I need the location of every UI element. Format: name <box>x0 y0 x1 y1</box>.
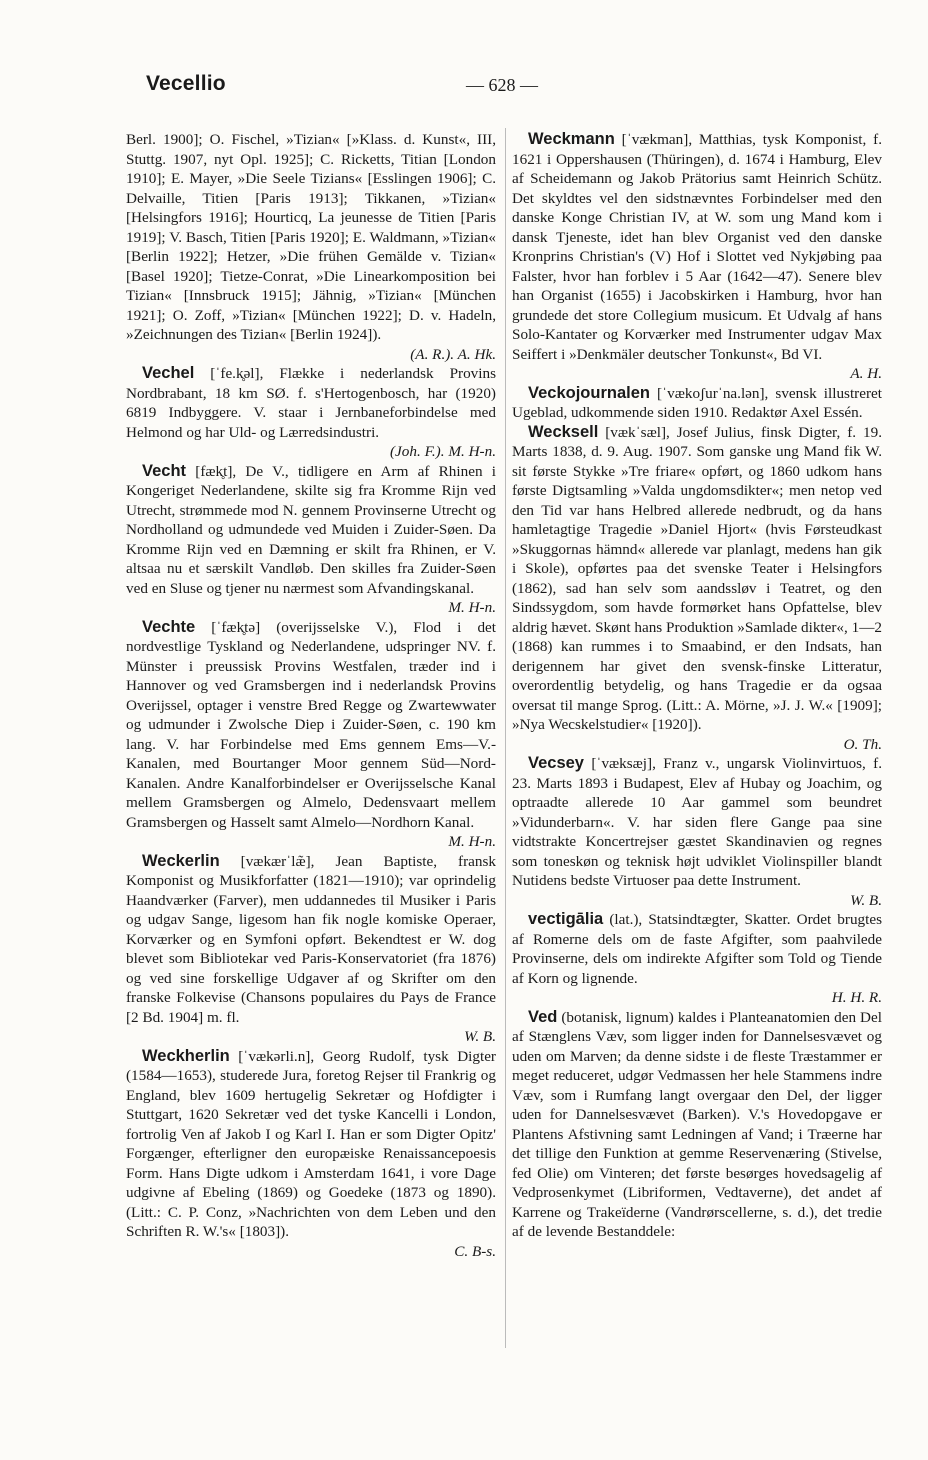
entry-signature: M. H-n. <box>448 599 496 616</box>
entry-text: [ˈfe.k̥əl], Flække i nederlandsk Provins Nordbrabant, 18 km SØ. f. s'Hertogenbosch, har (1920) 6819 Indbyggere. V. staar i Jernbaneforbindelse med Helmond og har Uld- og Lærredsindustri. <box>126 365 496 441</box>
entry-text: [ˈvæksæj], Franz v., ungarsk Violinvirtuos, f. 23. Marts 1893 i Budapest, Elev af Hubay og Joachim, og optraadte allerede 10 Aar gammel som beundret »Vidunderbarn«. V. har siden flere Gange paa sine vidtstrakte Koncertrejser gæstet Skandinavien og regnes som toneskøn og teknisk højt udviklet Violinspiller blandt Nutidens bedste Virtuoser paa dette Instrument. <box>512 755 882 889</box>
entry-text: Berl. 1900]; O. Fischel, »Tizian« [»Klass. d. Kunst«, III, Stuttg. 1907, nyt Opl. 1925]; C. Ricketts, Titian [London 1910]; E. Mayer, »Die Seele Tizians« [Esslingen 1906]; C. Delvaille, Titien [Paris 1913]; Tikkanen, »Tizian« [Helsingfors 1916]; Hourticq, La jeunesse de Titien [Paris 1919]; V. Basch, Titien [Paris 1920]; E. Waldmann, »Tizian« [Berlin 1922]; Hetzer, »Die frühen Gemälde v. Tizian« [Basel 1920]; Tietze-Conrat, »Die Linearkomposition bei Tizian« [Innsbruck 1915]; Jähnig, »Tizian« [München 1921]; O. Zoff, »Tizian« [München 1922]; D. v. Hadeln, »Zeichnungen des Tizian« [Berlin 1924]). <box>126 131 496 343</box>
entry-ved <box>512 1008 882 1242</box>
entry-signature: W. B. <box>850 891 882 909</box>
headword: Weckmann <box>528 130 615 148</box>
headword: Vechte <box>142 617 196 636</box>
headword: Weckherlin <box>142 1046 230 1065</box>
entry-weckerlin <box>126 852 496 1047</box>
entry-signature: (Joh. F.). M. H-n. <box>389 443 496 460</box>
page-number: — 628 — <box>466 75 538 95</box>
entry-text: [ˈvækman], Matthias, tysk Komponist, f. 1621 i Oppershausen (Thüringen), d. 1674 i Hamburg, Elev af Scheidemann og Jakob Prätorius samt Heinrich Schütz. Det skyldtes vel den sidstnævntes Forbindelser med den danske Konge Christian IV, at W. som ung Mand kom i dansk Tjeneste, idet han blev Organist ved den danske Kronprins Christian's (V) Hof i Slottet ved Nykjøbing paa Falster, hvor han forblev i 5 Aar (1642—47). Senere blev han Organist (1655) i Jacobskirken i Hamburg, hvor han grundede det store Collegium musicum. Et Udvalg af hans Solo-Kantater og Korværker med Instrumenter udgav Max Seiffert i »Denkmäler deutscher Tonkunst«, Bd VI. <box>512 131 882 363</box>
running-head: Vecellio <box>146 72 226 95</box>
entry-text: [ˈvækərli.n], Georg Rudolf, tysk Digter (1584—1653), studerede Jura, foretog Rejser til Frankrig og England, blev 1609 hertugelig Sekretær og Hofdigter i Stuttgart, 1620 Sekretær ved det tyske Kancelli i London, fortrolig Ven af Jakob I og Karl I. Han er som Digter Opitz' Forgænger, efterligner den europæiske Renaissancepoesis Form. Hans Digte udkom i Amsterdam 1641, i vore Dage udgivne af Ebeling (1869) og Goedeke (1873 og 1890). (Litt.: C. P. Conz, »Nachrichten von dem Leben und den Schriften R. W.'s« [1803]). <box>126 1047 496 1240</box>
column-divider <box>505 128 506 1348</box>
entry-text: [fæk̥t], De V., tidligere en Arm af Rhinen i Kongeriget Nederlandene, skilte sig fra Kromme Rijn ved Utrecht, strømmede mod N. gennem Provinserne Utrecht og Nordholland og udmundede ved Muiden i Zuider-Søen. Da Kromme Rijn ved en Dæmning er skilt fra Rhinen, er V. altsaa nu et særskilt Vandløb. Den skilles fra Zuider-Søen ved en Sluse og tjener nu nærmest som Afvandingskanal. <box>126 462 496 597</box>
entry-signature: W. B. <box>464 1028 496 1045</box>
entry-wecksell <box>512 423 882 755</box>
headword: Ved <box>528 1007 558 1026</box>
entry-vectigalia <box>512 910 882 1008</box>
headword: Veckojournalen <box>528 383 650 402</box>
entry-text: (lat.), Statsindtægter, Skatter. Ordet brugtes af Romerne dels om de faste Afgifter, som paahvilede Provinserne, dels om indirekte Afgifter som Told og Tiende af Korn og lignende. <box>512 911 882 987</box>
entry-weckmann <box>512 130 882 384</box>
headword: Wecksell <box>528 422 599 441</box>
entry-text: [vækˈsæl], Josef Julius, finsk Digter, f. 19. Marts 1838, d. 9. Aug. 1907. Som ganske ung Mand fik W. sit første Stykke »Tre friare« opført, og 1860 udkom hans første Digtsamling »Valda ungdomsdikter«; men netop ved den Tid var hans Helbred allerede nedbrudt, og da hans hamletagtige Tragedie »Daniel Hjort« (hvis Førsteudkast »Skuggornas hämnd« allerede var planlagt, medens han gik i Skole), opførtes paa det svenske Teater i Helsingfors (1862), sad han selv som aandssløv i Teatret, og den Sindssygdom, som havde formørket hans Opfattelse, blev aldrig hævet. Skønt hans Produktion »Samlade dikter«, 1—2 (1868) kan rummes i to Smaabind, er den Indsats, han derigennem har givet den svensk-finske Litteratur, overordentlig betydelig, og hans Tragedie er da ogsaa oversat til mange Sprog. (Litt.: A. Mörne, »J. J. W.« [1909]; »Nya Wecskelstudier« [1920]). <box>512 423 882 733</box>
entry-signature: M. H-n. <box>448 833 496 850</box>
entry-weckherlin <box>126 1047 496 1262</box>
headword: Vechel <box>142 364 195 382</box>
entry-vechte <box>126 618 496 852</box>
entry-text: [vækærˈlæ̃], Jean Baptiste, fransk Komponist og Musikforfatter (1821—1910); var oprindelig Haandværker (Farver), men uddannedes til Musiker i Paris og udgav Sange, ligesom han fik nogle komiske Operaer, Korværker og en Symfoni opført. Bekendtest er W. dog blevet som Bibliotekar ved Paris-Konservatoriet (fra 1876) og ved sine forskellige Udgaver af og Skrifter om den franske Folkevise (Chansons populaires du Pays de France [2 Bd. 1904] m. fl. <box>126 852 496 1026</box>
headword: Weckerlin <box>142 851 220 870</box>
entry-titian-bibliography <box>126 130 496 364</box>
entry-veckojournalen <box>512 384 882 423</box>
entry-signature: (A. R.). A. Hk. <box>410 345 496 363</box>
entry-signature: A. H. <box>850 365 882 382</box>
headword: Vecht <box>142 461 187 480</box>
entry-text: [ˈvækoʃurˈna.lən], svensk illustreret Ugeblad, udkommende siden 1910. Redaktør Axel Essén. <box>512 384 882 421</box>
headword: Vecsey <box>528 754 584 772</box>
page-header <box>0 70 928 110</box>
entry-signature: O. Th. <box>843 735 882 753</box>
entry-vechel <box>126 364 496 462</box>
left-column <box>126 130 496 1261</box>
entry-signature: H. H. R. <box>831 989 882 1006</box>
entry-signature: C. B-s. <box>454 1242 496 1260</box>
entry-text: (botanisk, lignum) kaldes i Planteanatomien den Del af Stænglens Væv, som ligger inden for Dannelsesvævet og uden om Marven; da denne sidste i de fleste Træstammer er meget reduceret, udgør Vedmassen her hele Stammens indre Væv, som i Rumfang langt overgaar den Del, der ligger uden for Dannelsesvævet (Barken). V.'s Hovedopgave er Plantens Afstivning samt Ledningen af Vand; i Træerne har det tillige den Funktion at gemme Reservenæring (Stivelse, fed Olie) om Vinteren; det første besørges hovedsagelig af Vedprosenkymet (Libriformen, Vedtaverne), det andet af Karrene og Trakeïderne (Vandrørscellerne, s. d.), det tredie af de levende Bestanddele: <box>512 1008 882 1240</box>
headword: vectigālia <box>528 910 604 928</box>
entry-vecht <box>126 462 496 618</box>
right-column <box>512 130 882 1242</box>
entry-text: [ˈfæk̥tə] (overijsselske V.), Flod i det nordvestlige Tyskland og Nederlandene, udspringer NV. f. Münster i preussisk Provins Westfalen, træder ind i Hannover og ved Gramsbergen ind i nederlandsk Provins Overijssel, optager i venstre Bred Regge og Zwartewwater og udmunder i Zwolsche Diep i Zuider-Søen, c. 190 km lang. V. har Forbindelse med Ems gennem Ems—V.-Kanalen, med Bourtanger Moor gennem Süd—Nord-Kanalen. Andre Kanalforbindelser er Overijsselsche Kanal mellem Gramsbergen og Almelo, Dedensvaart mellem Gramsbergen og Hasselt samt Almelo—Nordhorn Kanal. <box>126 618 496 831</box>
entry-vecsey <box>512 754 882 910</box>
